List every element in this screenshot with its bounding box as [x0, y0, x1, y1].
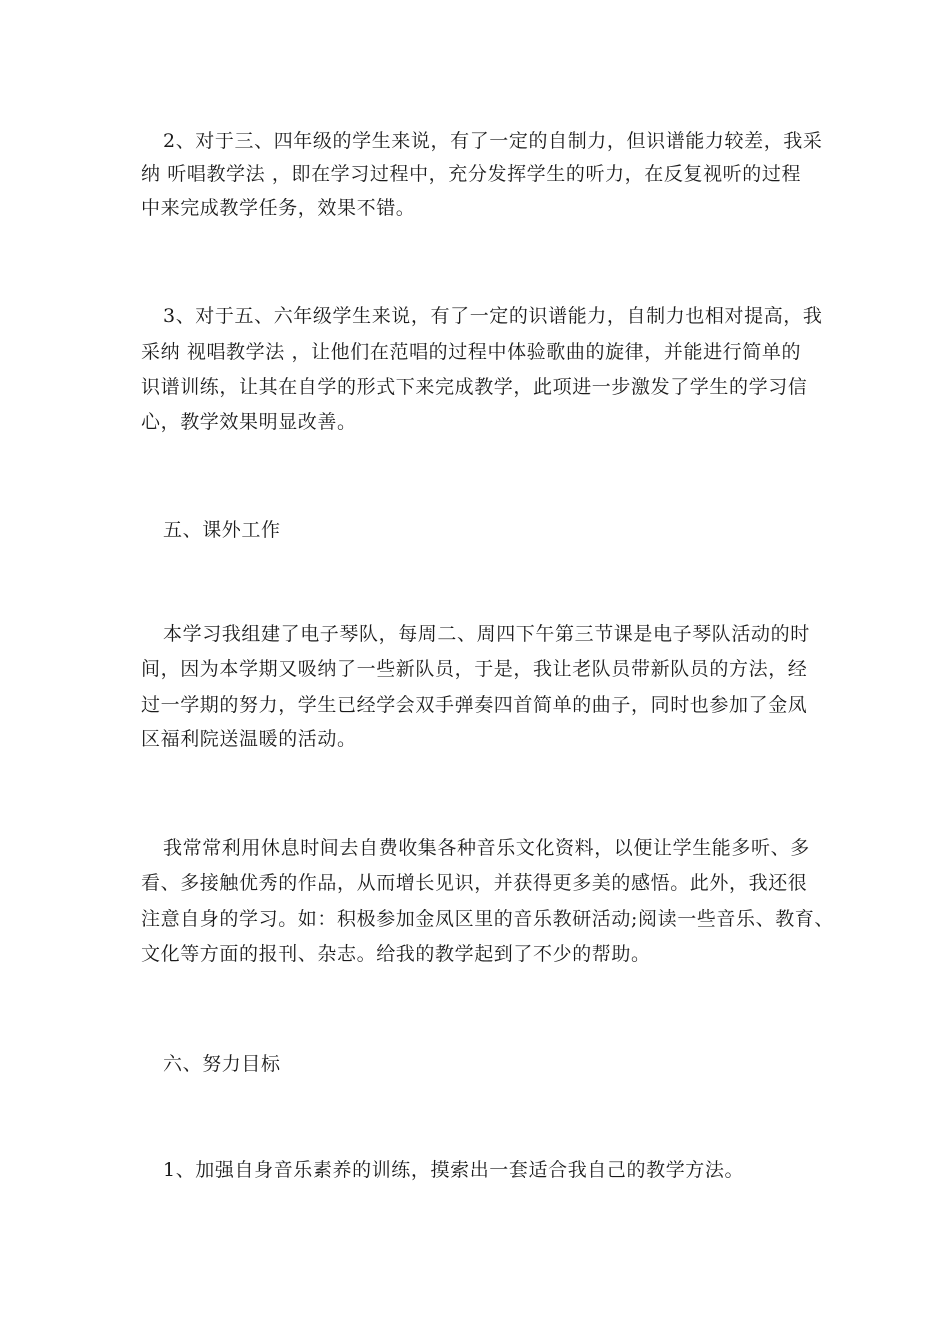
text-line: 纳 听唱教学法 ，即在学习过程中，充分发挥学生的听力，在反复视听的过程	[141, 163, 802, 185]
text-line: 3、对于五、六年级学生来说，有了一定的识谱能力，自制力也相对提高，我	[163, 305, 823, 327]
text-line: 本学习我组建了电子琴队，每周二、周四下午第三节课是电子琴队活动的时	[163, 623, 810, 645]
goal-item-1: 1、加强自身音乐素养的训练，摸索出一套适合我自己的教学方法。	[163, 1159, 745, 1181]
text-line: 区福利院送温暖的活动。	[141, 728, 357, 750]
section-heading-goals: 六、努力目标	[163, 1053, 281, 1075]
text-line: 采纳 视唱教学法 ，让他们在范唱的过程中体验歌曲的旋律，并能进行简单的	[141, 341, 802, 363]
text-line: 过一学期的努力，学生已经学会双手弹奏四首简单的曲子，同时也参加了金凤	[141, 694, 808, 716]
text-line: 识谱训练，让其在自学的形式下来完成教学，此项进一步激发了学生的学习信	[141, 376, 808, 398]
section-heading-extracurricular: 五、课外工作	[163, 519, 281, 541]
text-line: 文化等方面的报刊、杂志。给我的教学起到了不少的帮助。	[141, 943, 651, 965]
text-line: 中来完成教学任务，效果不错。	[141, 197, 416, 219]
text-line: 我常常利用休息时间去自费收集各种音乐文化资料，以便让学生能多听、多	[163, 837, 810, 859]
text-line: 心，教学效果明显改善。	[141, 411, 357, 433]
text-line: 看、多接触优秀的作品，从而增长见识，并获得更多美的感悟。此外，我还很	[141, 872, 808, 894]
text-line: 注意自身的学习。如：积极参加金凤区里的音乐教研活动;阅读一些音乐、教育、	[141, 908, 835, 930]
text-line: 2、对于三、四年级的学生来说，有了一定的自制力，但识谱能力较差，我采	[163, 130, 823, 152]
text-line: 间，因为本学期又吸纳了一些新队员，于是，我让老队员带新队员的方法，经	[141, 658, 808, 680]
